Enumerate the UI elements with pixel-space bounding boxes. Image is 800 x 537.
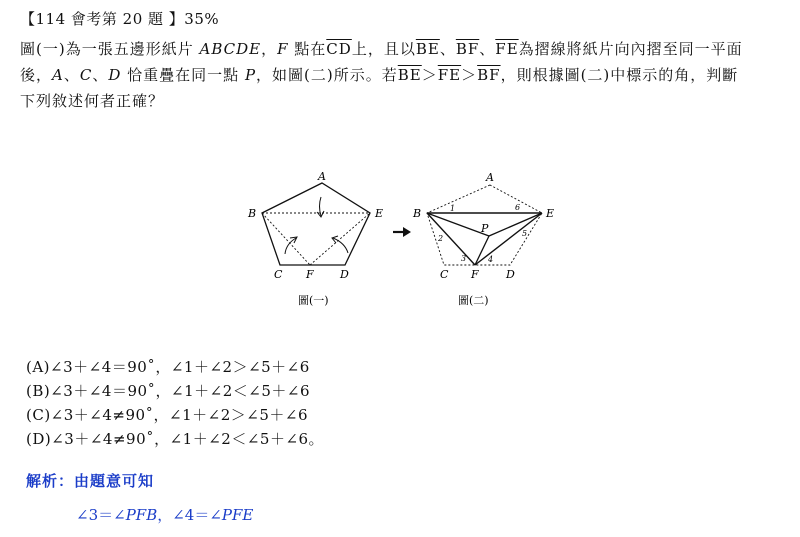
figure-two (412, 171, 554, 307)
question-header: 【114 會考第 20 題 】35% (20, 10, 220, 28)
label-a1: A (318, 170, 326, 183)
options-list (26, 355, 324, 451)
pentagon-figures (230, 165, 570, 315)
fig1-caption: 圖(一) (298, 294, 329, 307)
label-c2: C (440, 268, 449, 281)
figures (230, 165, 570, 315)
question-stem (20, 36, 790, 114)
angle-1: 1 (450, 204, 456, 213)
fold-arrow-c (285, 238, 296, 254)
angle-3: 3 (461, 254, 467, 263)
label-d1: D (340, 268, 349, 281)
fold-arrow-d (333, 238, 348, 253)
label-b2: B (413, 207, 422, 220)
right-arrow-icon (393, 227, 411, 237)
angle-5: 5 (522, 229, 528, 238)
label-d2: D (506, 268, 515, 281)
label-b1: B (248, 207, 257, 220)
label-e1: E (375, 207, 384, 220)
analysis (26, 470, 254, 524)
label-p: P (481, 222, 489, 235)
angle-4: 4 (488, 255, 494, 264)
label-a2: A (486, 171, 494, 184)
analysis-line-1: ∠3＝∠PFB，∠4＝∠PFE (76, 506, 254, 524)
option-c[interactable]: (C)∠3＋∠4≠90˚，∠1＋∠2＞∠5＋∠6 (26, 406, 309, 424)
pentagon-abcde (262, 183, 370, 265)
option-d[interactable]: (D)∠3＋∠4≠90˚，∠1＋∠2＜∠5＋∠6。 (26, 430, 325, 448)
option-b[interactable]: (B)∠3＋∠4＝90˚，∠1＋∠2＜∠5＋∠6 (26, 382, 310, 400)
stem-line-1: 圖(一)為一張五邊形紙片 ABCDE，F 點在$\overline{CD}$上，且以$\overline{BE}$、$\overline{BF}$、$\overline{FE}$為摺線將紙片向內摺至同一平面 (20, 40, 743, 58)
label-f1: F (306, 268, 314, 281)
label-f2: F (471, 268, 479, 281)
angle-6: 6 (515, 203, 521, 212)
stem-line-2: 後，A、C、D 恰重疊在同一點 P，如圖(二)所示。若$\overline{BE}>\overline{FE}>\overline{BF}$，則根據圖(二)中標示的角，判斷 (20, 66, 739, 84)
stem-line-3: 下列敘述何者正確？ (20, 92, 165, 110)
fig2-caption: 圖(二) (458, 294, 489, 307)
analysis-title: 解析：由題意可知 (26, 472, 155, 490)
label-c1: C (274, 268, 283, 281)
option-a[interactable]: (A)∠3＋∠4＝90˚，∠1＋∠2＞∠5＋∠6 (26, 358, 310, 376)
angle-2: 2 (438, 234, 444, 243)
figure-one (247, 170, 383, 307)
label-e2: E (546, 207, 555, 220)
